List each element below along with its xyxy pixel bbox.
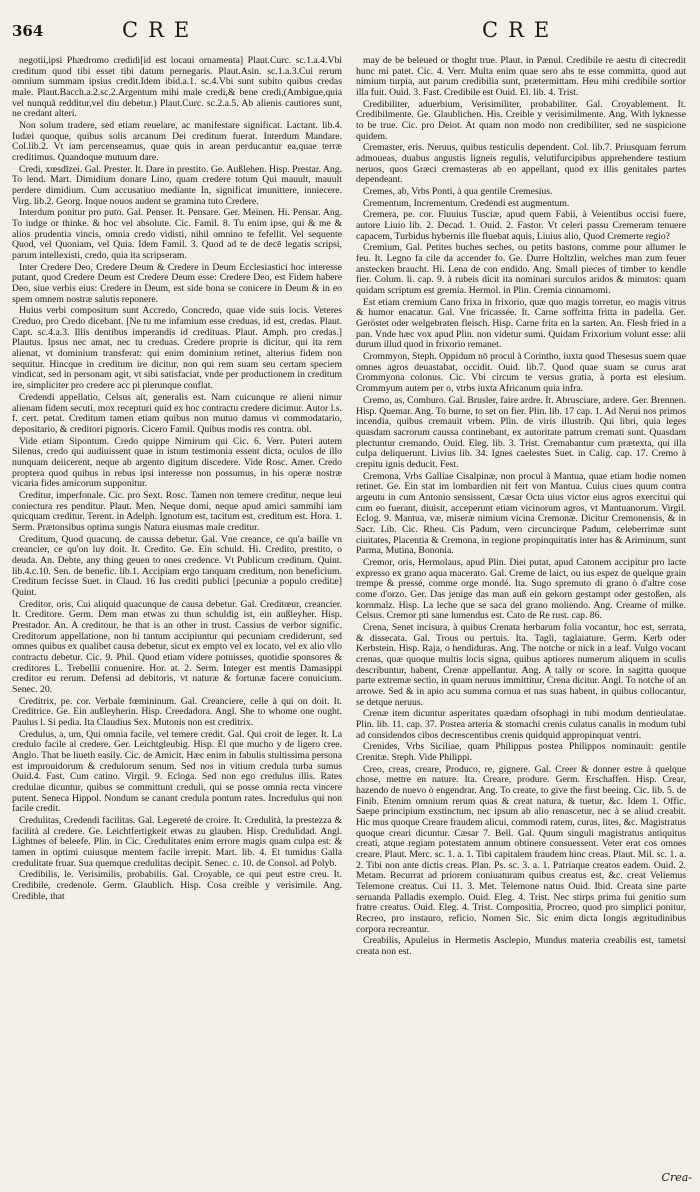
dictionary-entry: Cremaster, eris. Neruus, quibus testiculis dependent. Col. lib.7. Priusquam ferrum admoueas, duabus angustis ligneis regulis, velutifurcipibus apprehendere testium neruos, quos Græci cremasteras ab eo appellant, quod ex illis genitales partes dependeant. [356, 142, 686, 186]
dictionary-entry: Credibiliter, aduerbium, Verisimiliter, probabiliter. Gal. Croyablement. It. Credibilmente. Ge. Glaublichen. His. Creible y verisimilmente. Ang. With lyknesse to be true. Cic. pro Deiot. At quam non modo non credibiliter, sed ne suspicione quidem. [356, 98, 686, 142]
dictionary-entry: Crommyon, Steph. Oppidum nō procul à Corintho, iuxta quod Thesesus suem quae omnes agros deuastabat, occidit. Ouid. lib.7. Quod quae suam se curus arat Crommyona colonus. Cic. Vbi circum te versus gratia, à porta est elesium. Crommyum autem per o, vtrbs iuxta Africanum quia infra. [356, 351, 686, 395]
dictionary-entry: Non solum tradere, sed etiam reuelare, ac manifestare significat. Lactant. lib.4. Iudæi quoque, quibus solis arcanum Dei creditum fuerat. Interdum Mandare. Col.lib.2. Vt iam percenseamus, quae quis in arean perducantur ea,quae terræ creditimus. Quandoque mutuum dare. [12, 120, 342, 164]
page-number: 364 [12, 22, 44, 40]
dictionary-entry: Cremona, Vrbs Galliae Cisalpinæ, non procul à Mantua, quae etiam hodie nomen retinet. Ge. Ein stat im lombardien nit fert von Mantua. Cuius ciues quum contra argeutu in cum Antonio sensissent, Cæsar Octa uius victor eius agros exercitui qui cum eo fuerant, diuisit, acceperunt etiam vicinorum agros, vt Mantuanorum. Virgil. Eclog. 9. Mantua, væ, miseræ nimium vicina Cremonæ. Dicitur Cremonensis, & in Sacr. Lib. Cic. Rheu. Cis Padum, vero circuncirque Padum, celeberrimæ sunt ciuitates, Placentia & Cremona, in regione propinquitatis inter has & Ariminum, sunt Parma, Mutina, Bononia. [356, 470, 686, 557]
dictionary-entry: Interdum ponitur pro puto. Gal. Penser. It. Pensare. Ger. Meinen. Hi. Pensar. Ang. To iudge or thinke. & hoc vel absolute. Cic. Famil. 8. Tu enim ipse, qui & me & alios prudentia vincis, omnia credo vidisti, nihil omnino te fefellit. Vel sequente Quod, vel Quoniam, vel Quia. Idem Famil. 3. Quod ad te de decē legatis scripsi, parum intellexisti, credo, quia ita scripseram. [12, 207, 342, 262]
dictionary-entry: Cremo, as, Comburo. Gal. Brusler, faire ardre. It. Abrusciare, ardere. Ger. Brennen. Hisp. Quemar. Ang. To burne, to set on fier. Plin. lib. 17 cap. 1. Ad Nerui nos primos incendia, quibus cremauit vrbem. Plin. de viris illustrib. Qui libri, quia leges quasdam sacrorum caussa continebant, ex autoritate patrum cremati sunt. Quasdam plectuntur cremando. Ouid. Eleg. lib. 3. Trist. Cremabantur cum prætexta, qui illa culpa deliquerunt. Livius lib. 34. Ignes caelestes Suet. in Calig. cap. 17. Cremo à crepitu ignis deducit. Fest. [356, 394, 686, 470]
dictionary-entry: Creditum, Quod quacunq. de caussa debetur. Gal. Vne creance, ce qu'a baille vn creancier, ce qu'on luy doit. It. Credito. Ge. Ein schuld. Hi. Credito, prestito, o deuda. An. Debte, any thing geuen to ones credence. Vt Publicum creditum. Quint. lib.4.c.10. Sen. de benefic. lib.1. Accipiam ergo tanquam creditum, non beneficium. Creditum fecisse Suet. in Claud. 16 Ius crediti publici [pecuniæ a populo creditæ] Quint. [12, 533, 342, 598]
catchword: Crea- [661, 1171, 692, 1184]
dictionary-entry: Crenæ item dicuntur asperitates quædam ofsophagi in tubi modum dentieulatae. Plin. lib. 11. cap. 37. Postea arteria & stomachi crenis culatus canalis in modum tubi ad considendos cibos decrescentibus crenis quidquid appropinquat ventri. [356, 708, 686, 741]
dictionary-entry: Credulus, a, um, Qui omnia facile, vel temere credit. Gal. Qui croit de leger. It. La credulo facile al credere. Ger. Leichtgleubig. Hisp. El que mucho y de ligero cree. Anglo. That be liueth easily. Cic. de Amicit. Hæc enim in fabulis stultissima persona est improuidorum & credulorum senum. Sed nos in vitium credula turba sumus Ouid.4. Fast. Cum catino. Virgil. 9. Ecloga. Sed non ego credulus illis. Rates credulae dicuntur, quibus se committunt creduli, qui se posse omnia recta vincere putent. Seneca Hippol. Nondum se canant credula pontum rates. Incredulus qui non facile credit. [12, 728, 342, 815]
dictionary-entry: may de be beleued or thoght true. Plaut. in Pænul. Credibile re aestu di citecredit hunc mi patet. Cic. 4. Verr. Multa enim quae sero abs te esse committa, quod aut nimium turpia, aut parum credibilia sunt, prætermittam. Heu mihi credibile sortior illa fuit. Ouid. 3. Fast. Credibile est Ouid. El. lib. 4. Trist. [356, 56, 686, 99]
dictionary-entry: negotii,ipsi Phædromo credidi[id est locaui ornamenta] Plaut.Curc. sc.1.a.4.Vbi creditum quod tibi esset tibi datum pernegaris. Plaut.Asin. sc.1.a.3.Cui rerum omnium summam ipsius credit.Idem ibid.a.1. sc.4.Vbi sunt subito quibus credas male. Plaut.Bacch.a.2.sc.2.Argentum mihi male credi,& bene credi,(Ambigue,quia vel nunquã redditur,vel diu debetur.) Plaut.Curc. sc.2.a.5. Ab alienis cautiores sunt, ne credant alteri. [12, 56, 342, 120]
dictionary-entry: Credulitas, Credendi facilitas. Gal. Legereté de croire. It. Credulità, la prestezza & facilità al credere. Ge. Leichtfertigkeit etwas zu glauben. Hisp. Credulidad. Angl. Lightnes of beleefe. Plin. in Cic. Credulitates enim errore magis quam culpa est: & tamen in optimi cuiusque mentem facile irrepit. Mart. lib. 4. Et tumidus Galla credulitate fruar. Sua quemque credulitas decipit. Senec. c. 10. de Consol. ad Polyb. [12, 815, 342, 869]
left-column [12, 56, 342, 1174]
dictionary-entry: Est etiam cremium Cano frixa in frixorio, quæ quo magis torretur, eo magis vitrus & humor enacatur. Gal. Vne fricassée. It. Carne soffritta fritta in padella. Ger. Geröstet oder welgebraten fleisch. Hisp. Carne frita en la sarten. An. Flesh fried in a pan. Vnde hæc vox apud Plin. non videtur sumi. Quidam Frixorium volunt esse: alii durum illud quod in frixorio remanet. [356, 296, 686, 351]
dictionary-entry: Creabilis, Apuleius in Hermetis Asclepio, Mundus materia creabilis est, tametsi creata non est. [356, 935, 686, 958]
page-header [0, 18, 700, 46]
dictionary-entry: Creo, creas, creare, Produco, re, gignere. Gal. Creer & donner estre à quelque chose, mettre en nature. Ita. Creare, produre. Germ. Erschaffen. Hisp. Crear, hazendo de nuevo ò engendrar. Ang. To create, to give the first beeing. Cic. lib. 5. de Finib. Etenim omnium rerum quas & creat natura, & tuetur, &c. Idem 1. Offic. Saepe principium exstinctum, nec ipsum ab alio renascetur, nec à se aliud creabit. Hic mus quoque Creare fraudem alicui, commodi ratem, curas, lites, &c. Magistratus quoque creari dicuntur. Cæsar 7. Bell. Gal. Quum singuli magistratus antiquitus creati, atque regiam potestatem annum obtinere consuessent. Veter erat cos omnes creare. Plaut. Merc. sc. 1. a. 1. Tibi capitalem fraudem hinc creas. Plaut. Mil. sc. 1. a. 2. Tibi non ante dictis creas. Plan. Ps. sc. 3. a. 1. Patriaque creatos eadem. Ouid. 2. Metam. Recurrat ad priorem coniuaturam quibus creatus est, &c. creat Veliemus Telemone creatus. Cui 11. 3. Met. Telemone natus Ouid. Ibid. Creata sine parte seruanda Palladis exemplo. Ouid. Eleg. 4. Trist. Nec stirps prima fui genitio sum fratre creatus. Ouid. Eleg. 4. Trist. Compositia, Procreo, quod pro simplici ponitur, Recreo, pro instauro, reficio. Nomen Sic. Sic enim dicta Iongis ægritudinibus corpora recreantur. [356, 763, 686, 935]
running-headword-right: CRE [482, 18, 560, 42]
dictionary-entry: Crementum, Incrementum. Credendi est augmentum. [363, 197, 570, 209]
running-headword-left: CRE [122, 18, 200, 42]
dictionary-entry: Credendi appellatio, Celsus ait, generalis est. Nam cuicunque re alieni nimur alienam fidem secuti, mox recepturi quid ex hoc contractu credere dicimur. Autor l.s. f. cert. petat. Creditum tamen etiam quibus non mutuo damus vi commodatario, depositario, & creditori pignoris. Cicero Famil. Quibus modis res contra. obl. [12, 391, 342, 435]
dictionary-entry: Cremium, Gal. Petites buches seches, ou petits bastons, comme pour allumer le feu. It. Legno fa cile da accender fo. Ge. Durre Holtzlin, welches man zum feuer anstecken braucht. Hi. Lena de con endido. Ang. Small pieces of timber to kendle fier. Colum. li. cap. 9. à rubeis dicit ita nominari surculos aridos & minutos: quam quidam scriptum est gremia. Hermol. in Plin. Cremia cinnamomi. [356, 242, 686, 297]
dictionary-entry: Cremera, pe. cor. Fluuius Tusciæ, apud quem Fabii, à Veientibus occisi fuere, autore Liuio lib. 2. Decad. 1. Ouid. 2. Fastor. Vt celeri passu Cremeram tenuere capacem, Turbidus hybernis ille fluebat aquis, Liuius alio, Quod Cremerte regio? [356, 209, 686, 242]
dictionary-entry: Vide etiam Sipontum. Credo quippe Nimirum qui Cic. 6. Verr. Puteri autem Silenus, credo qui audiuissent quae in istum testimonia essent dicta, oculos de illo nunquam deiicerent, neque ab argento digitum discedere. Vide Rosc. Amer. Credo proptera quod quibus in rebus ipsi interesse non possumus, in his operæ nostræ vicaria fides amicorum supponitur. [12, 435, 342, 490]
dictionary-entry: Inter Credere Deo, Credere Deum & Credere in Deum Ecclesiastici hoc interesse putant, quod Credere Deum est Credere Deum esse: Credere Deo, est Fidem habere Deo, siue verbis eius: Credere in Deum, est side bona se conicere in Deum & in eo spem omnem nostræ salutis reponere. [12, 261, 342, 305]
right-column [356, 56, 686, 1174]
dictionary-entry: Credi, xœsdīzei. Gal. Prester. It. Dare in prestito. Ge. Außlehen. Hisp. Prestar. Ang. To lend. Mart. Dimidium donare Lino, quam credere totum Qui mauult, mauult perdere dimidium. Cum accusatiuo mediante In, significat imunittere, inniecere. Virg. lib.2. Georg. Inque nouos audent se gramina tuto Credere. [12, 163, 342, 207]
dictionary-entry: Creditur, imperfonale. Cic. pro Sext. Rosc. Tamen non temere creditur, neque leui coniectura res penditur. Plaut. Men. Neque domi, neque apud amici sammihi iam quicquam creditur. Terent. in Adelph. Ignotum est, tacitum est, creditum est. Hora. 1. Serm. Prætonsibus optima sungis Natura eiusmas male creditur. [12, 489, 342, 533]
dictionary-entry: Creditrix, pe. cor. Verbale fœmininum. Gal. Creanciere, celle à qui on doit. It. Creditrice. Ge. Ein außleyherin. Hisp. Creedadora. Angl. She to whome one ought. Paulus l. Si pedia. Ita Claudius Sex. Mutonis non est creditrix. [12, 695, 342, 728]
dictionary-entry: Creditor, oris, Cui aliquid quacunque de causa debetur. Gal. Creditœur, creancier. It. Creditore. Germ. Dem man etwas zu thun schuldig ist, ein außleyher. Hisp. Prestador. An. A creditour, he that is an other in trust. Cassius de verbor signific. Creditorum appellatione, non hi tantum accipiuntur qui pecuniam crediderunt, sed omnes quibus ex qualibet causa debetur, sicut ex empto vel ex locato, vel ex alio vllo contractu debetur. Cic. 9. Phil. Quod etiam videre potuisses, quotidie sponsores & creditores L. Trebellii conuenire. Hor. at. 2. Serm. Integer est mentis Damasippi creditor eu rerum. Defensi ad debitoris, vt naturæ & fortunæ facere conuicium. Senec. 20. [12, 598, 342, 695]
dictionary-entry: Credibilis, le. Verisimilis, probabilis. Gal. Croyable, ce qui peut estre creu. It. Credibile, credenole. Germ. Glaublich. Hisp. Cosa creible y verisimile. Ang. Credible, that [12, 869, 342, 902]
dictionary-entry: Huius verbi compositum sunt Accredo, Concredo, quae vide suis locis. Veteres Creduo, pro Credo dicebant. [Ne tu me infamium esse creduas, id est, credas. Plaut. Capt. sc.4.a.3. Illis dentibus imperandis id credituas. Plaut. Amph. pro credas.] Plautus. Ipsus nec amat, nec tu creduas. Credere proprie is dicitur, qui ita rem alienat, vt dominium transferat: qui enim dominium retinet, alterius fidem non sequitur. Hincque in creditum ire dicitur, non qui rem suam seu certam speciem vindicat, sed in personam agit, vt sibi satisfaciat, vnde per productionem in creditum ire, simpliciter pro credere acc pi plerunque conflat. [12, 305, 342, 392]
dictionary-entry: Crenides, Vrbs Siciliae, quam Philippus postea Philippos nominauit: gentile Crenitæ. Steph. Vide Philippi. [356, 741, 686, 763]
dictionary-entry: Cremor, oris, Hermolaus, apud Plin. Diei putat, apud Catonem accipitur pro lacte expresso ex grano aqua macerato. Gal. Creme de laict, ou ius espez de quelque grain trempe & pressé, comme orge mondé. Ita. Sugo spremuto di grano ò d'altre cose come d'orzo. Ger. Das jenige das man auß ein gekorn gestampt oder gestoßen, als kornmalz. Hisp. La leche que se saca del grano moliendo. Ang. Creame of milke. Celsus. Cremor pti sane lumendus est. Cato de Re rust. cap. 86. [356, 556, 686, 622]
dictionary-entry: Crena, Senet incisura, à quibus Crenata herbarum folia vocantur, hoc est, serrata, & dissecata. Gal. Trous ou pertuis. Ita. Tagli, taglaiature. Germ. Kerb oder Kerbstein. Hisp. Raja, o hendiduras. Ang. The notche or nick in a leaf. Vulgo vocant crenas, quæ quoque multis locis signa, quibus aptiores numerum aliquem in sculis describuntur, habent, Crenæ appellantur. Ang. A tally or score. In sagitta quoque parte extremæ sectio, in quam neruus immittitur, Crena dicitur. Angl. To notche of an arrowe. Sed & in apio acu summa cornua et nas suas habent, in quibus collocantur, se detque neruus. [356, 621, 686, 708]
dictionary-entry: Cremes, ab, Vrbs Ponti, à qua gentile Cremesius. [363, 186, 553, 198]
